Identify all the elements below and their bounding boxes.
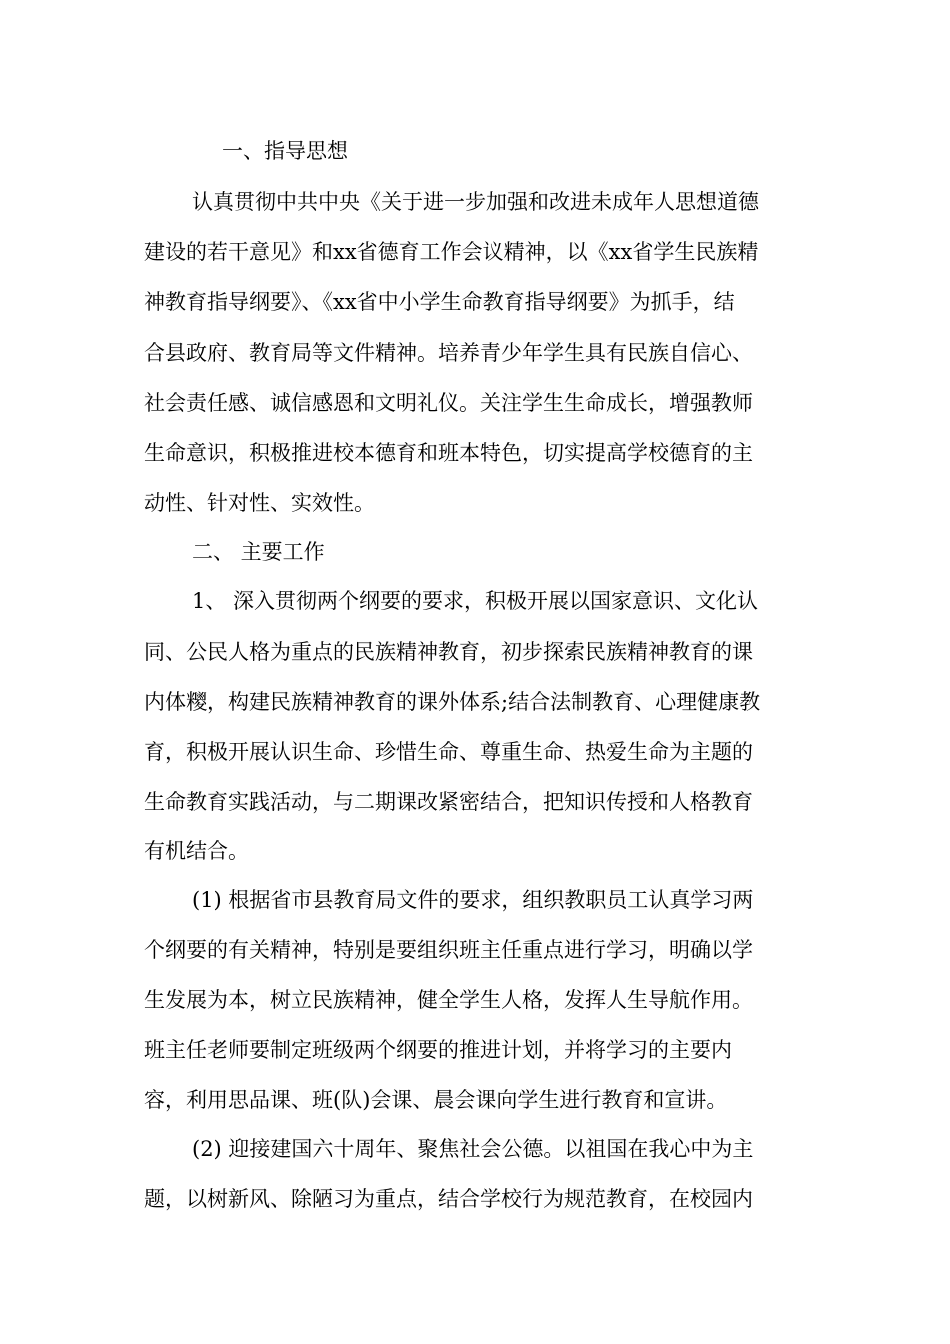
paragraph-line: 同、公民人格为重点的民族精神教育，初步探索民族精神教育的课 [144, 640, 753, 664]
paragraph-line: 社会责任感、诚信感恩和文明礼仪。关注学生生命成长，增强教师 [144, 391, 753, 415]
paragraph-line: 育，积极开展认识生命、珍惜生命、尊重生命、热爱生命为主题的 [144, 740, 753, 764]
paragraph-line: 建设的若干意见》和xx省德育工作会议精神，以《xx省学生民族精 [144, 240, 759, 264]
paragraph-line: 动性、针对性、实效性。 [144, 491, 375, 515]
paragraph-line: 个纲要的有关精神，特别是要组织班主任重点进行学习，明确以学 [144, 938, 753, 962]
paragraph-line: 题，以树新风、除陋习为重点，结合学校行为规范教育，在校园内 [144, 1187, 753, 1211]
paragraph-line: 1、 深入贯彻两个纲要的要求，积极开展以国家意识、文化认 [192, 589, 759, 613]
paragraph-line: 合县政府、教育局等文件精神。培养青少年学生具有民族自信心、 [144, 341, 753, 365]
paragraph-line: (1) 根据省市县教育局文件的要求，组织教职员工认真学习两 [192, 888, 754, 912]
paragraph-line: 班主任老师要制定班级两个纲要的推进计划，并将学习的主要内 [144, 1038, 732, 1062]
paragraph-line: 神教育指导纲要》、《xx省中小学生命教育指导纲要》为抓手，结 [144, 290, 735, 314]
heading-main-work: 二、 主要工作 [192, 540, 325, 564]
paragraph-line: 内体糭，构建民族精神教育的课外体系;结合法制教育、心理健康教 [144, 690, 761, 714]
paragraph-line: 认真贯彻中共中央《关于进一步加强和改进未成年人思想道德 [192, 190, 759, 214]
paragraph-line: 生命意识，积极推进校本德育和班本特色，切实提高学校德育的主 [144, 441, 753, 465]
heading-guiding-ideology: 一、指导思想 [222, 139, 348, 163]
paragraph-line: 有机结合。 [144, 839, 249, 863]
paragraph-line: 生发展为本，树立民族精神，健全学生人格，发挥人生导航作用。 [144, 988, 753, 1012]
paragraph-line: (2) 迎接建国六十周年、聚焦社会公德。以祖国在我心中为主 [192, 1137, 754, 1161]
paragraph-line: 生命教育实践活动，与二期课改紧密结合，把知识传授和人格教育 [144, 790, 753, 814]
paragraph-line: 容，利用思品课、班(队)会课、晨会课向学生进行教育和宣讲。 [144, 1088, 728, 1112]
